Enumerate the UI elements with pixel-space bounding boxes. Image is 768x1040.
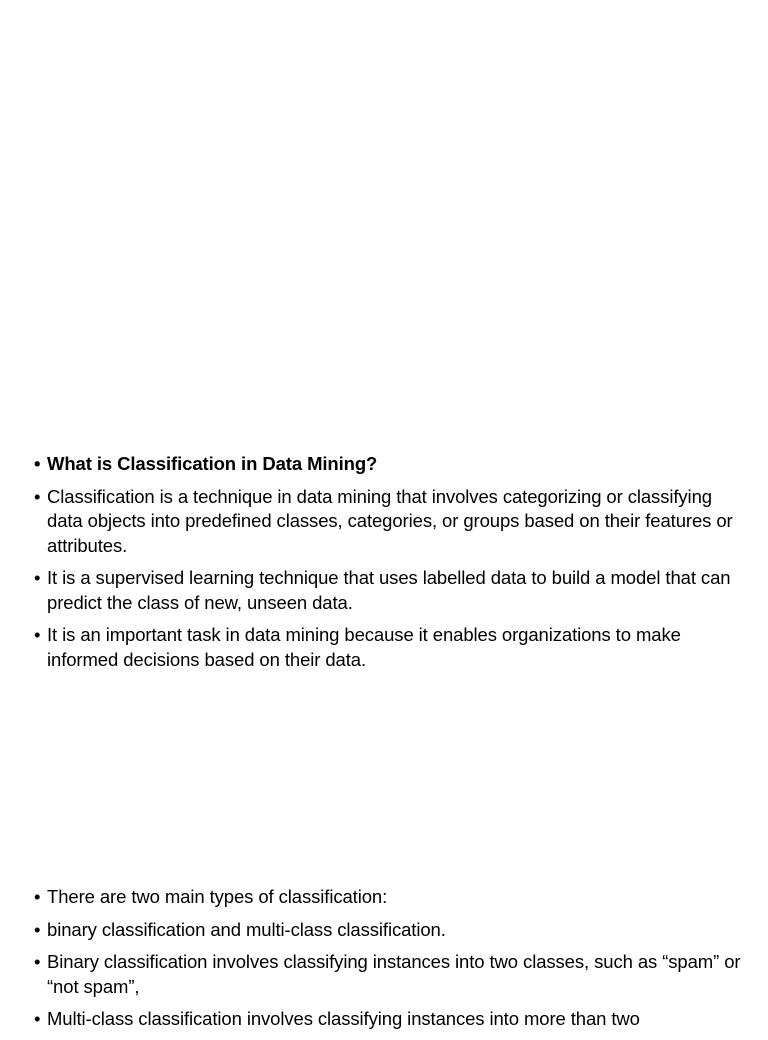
bullet-text: Multi-class classification involves classifying instances into more than two (47, 1008, 640, 1029)
list-item-heading (34, 452, 746, 477)
list-item (34, 566, 746, 615)
bullet-list (0, 452, 746, 672)
bullet-text: binary classification and multi-class classification. (47, 918, 446, 940)
bullet-icon: • (34, 485, 41, 507)
list-item (34, 485, 746, 559)
list-item (34, 885, 746, 910)
bullet-icon: • (34, 951, 41, 972)
bullet-text: Binary classification involves classifying instances into two classes, such as “spam” or “not spam”, (47, 951, 741, 997)
bullet-icon: • (34, 624, 41, 645)
bullet-text: It is an important task in data mining because it enables organizations to make informed decisions based on their data. (47, 624, 681, 670)
bullet-text: It is a supervised learning technique that uses labelled data to build a model that can predict the class of new, unseen data. (47, 567, 731, 613)
slide-classification-types (0, 885, 768, 1040)
bullet-icon: • (34, 453, 41, 474)
bullet-icon: • (34, 918, 41, 940)
list-item (34, 623, 746, 672)
bullet-icon: • (34, 886, 41, 907)
bullet-text: There are two main types of classification: (47, 886, 388, 907)
list-item (34, 918, 746, 943)
bullet-list (0, 885, 746, 1032)
slide-classification-definition (0, 452, 768, 680)
bullet-icon: • (34, 567, 41, 588)
bullet-icon: • (34, 1008, 41, 1029)
list-item (34, 1007, 746, 1032)
bullet-text: What is Classification in Data Mining? (47, 453, 378, 474)
list-item (34, 950, 746, 999)
bullet-text: Classification is a technique in data mining that involves categorizing or classifying data objects into predefined classes, categories, or groups based on their features or attributes. (47, 485, 733, 556)
